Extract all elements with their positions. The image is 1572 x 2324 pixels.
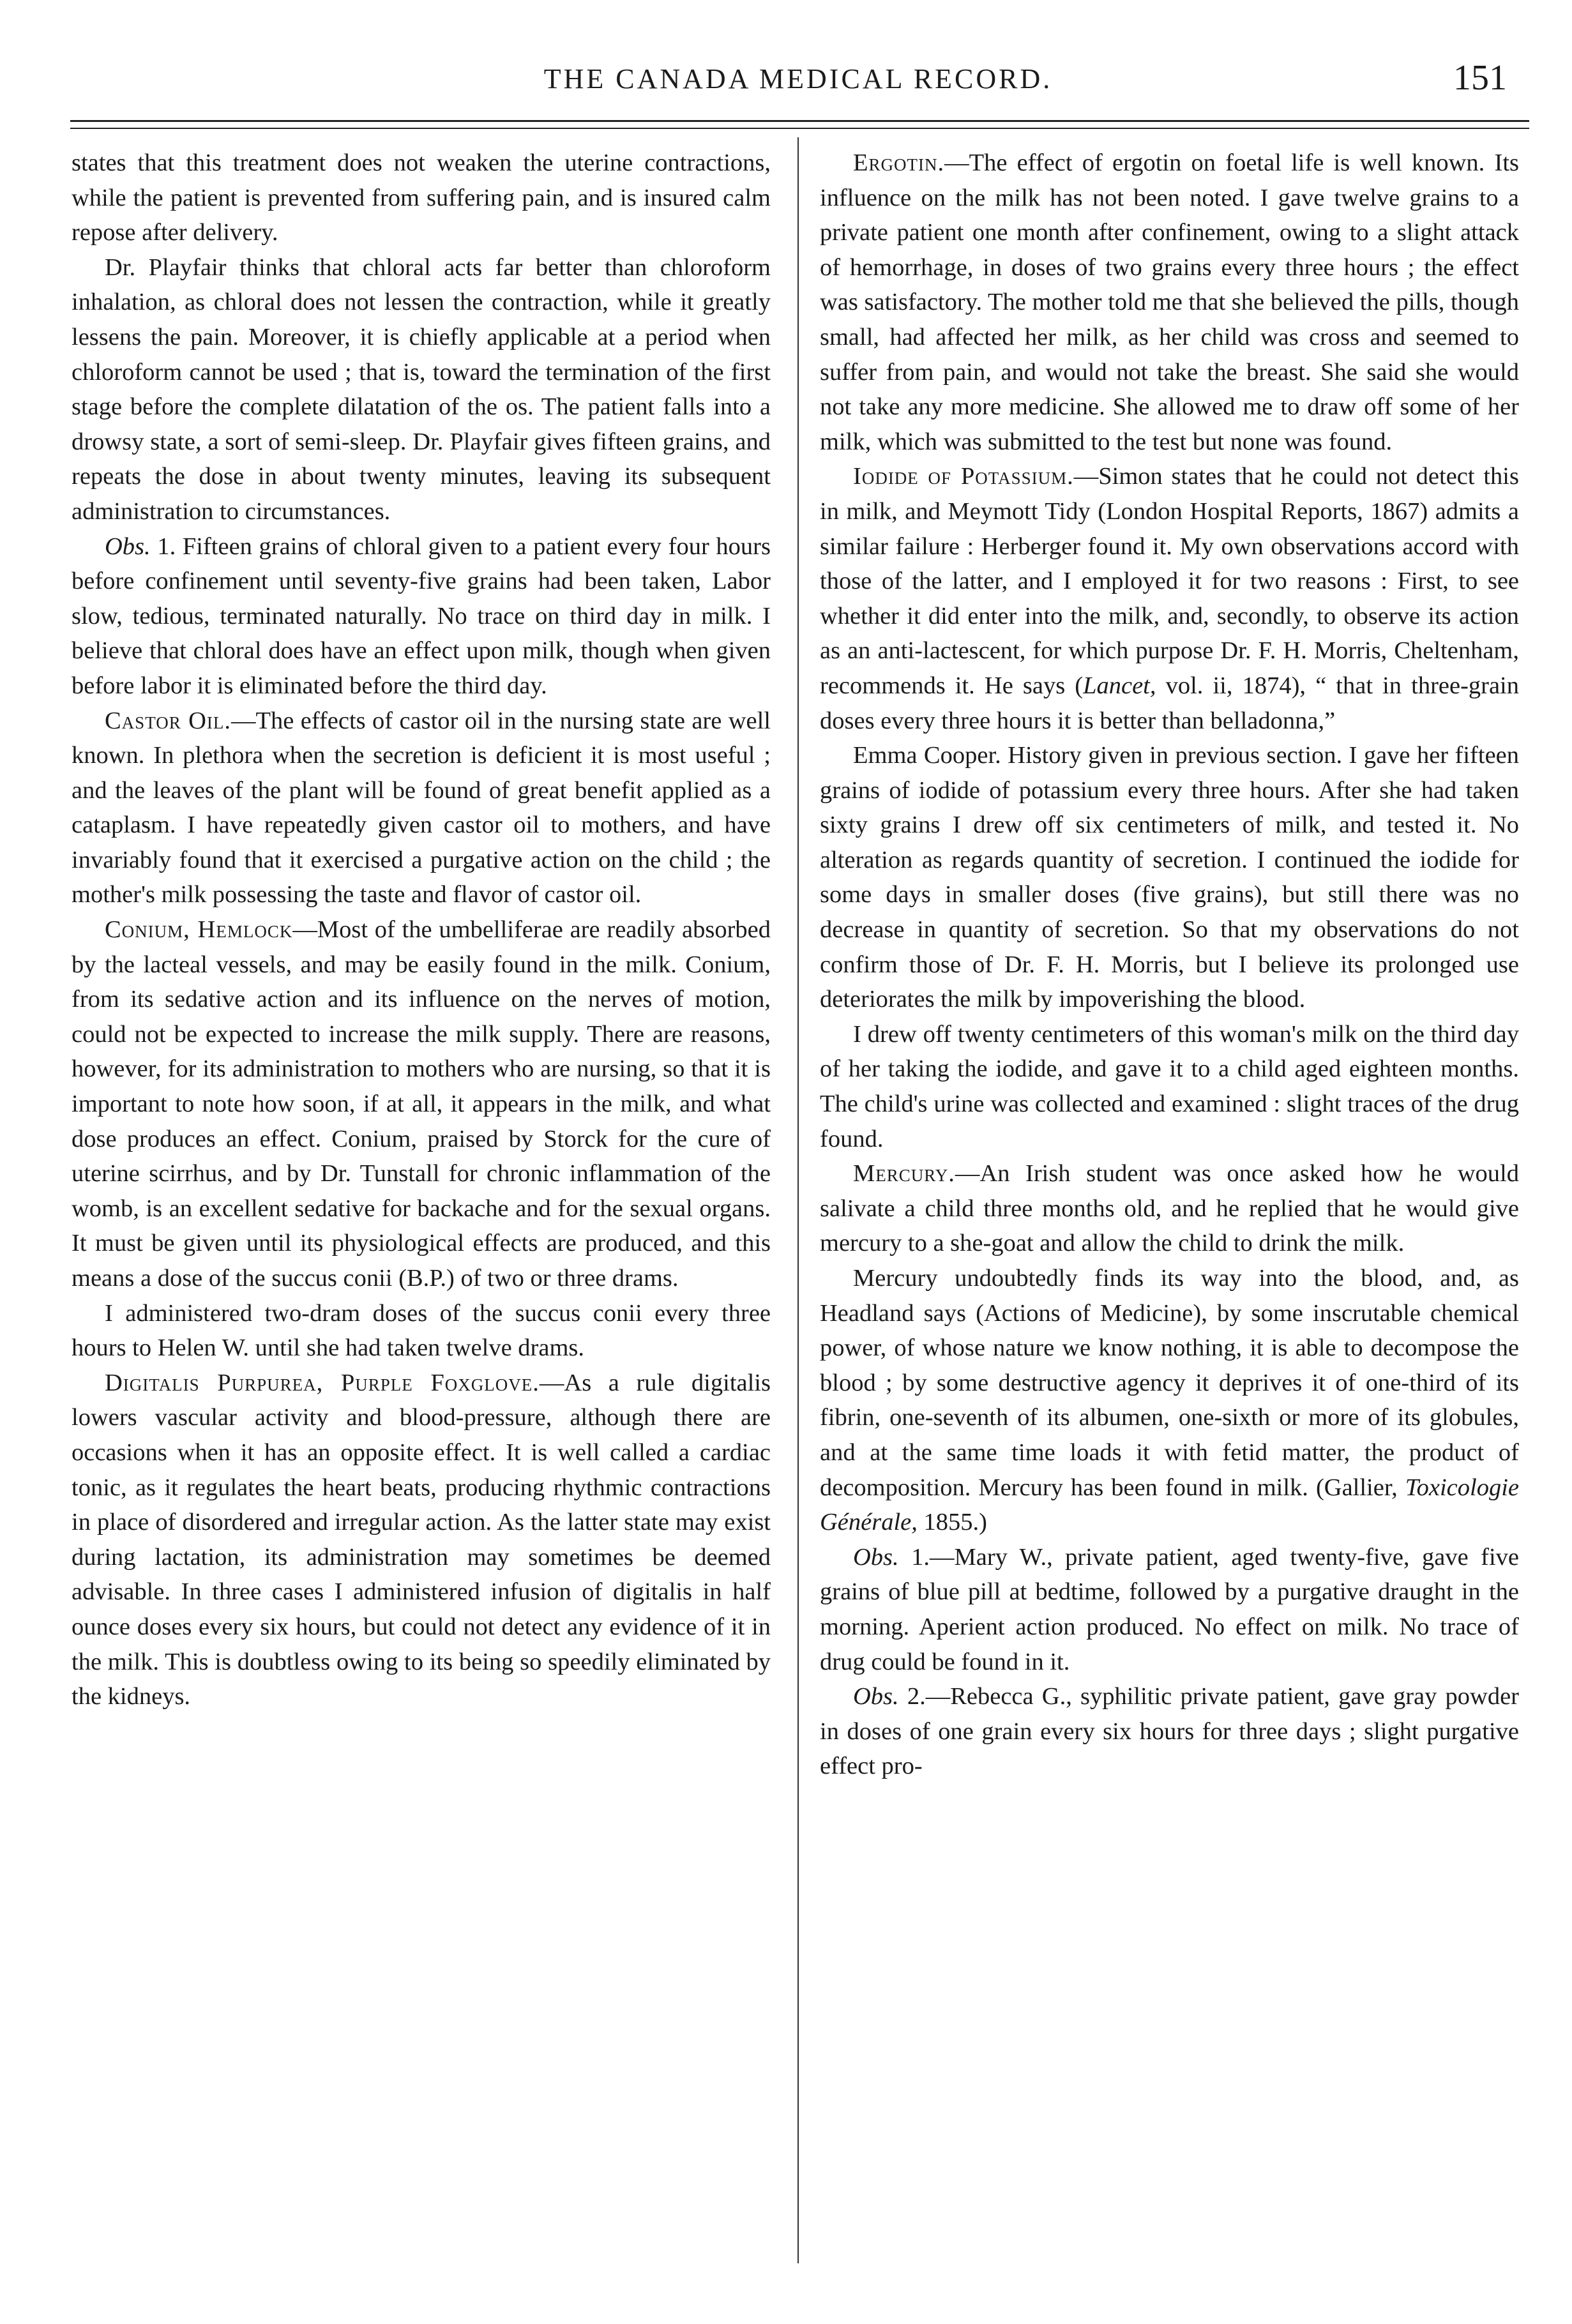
observation-paragraph (820, 1679, 1519, 1784)
page-number: 151 (1453, 58, 1507, 98)
paragraph (72, 146, 771, 250)
section-paragraph (72, 1366, 771, 1714)
observation-label: Obs. (853, 1683, 899, 1710)
paragraph-text: Dr. Playfair thinks that chloral acts far better than chloroform inhalation, as chloral does not lessen the contraction, while it greatly lessens the pain. Moreover, it is chiefly applicable at a period when chloroform cannot be used ; that is, toward the termination of the first stage before the complete dilatation of the os. The patient falls into a drowsy state, a sort of semi-sleep. Dr. Playfair gives fifteen grains, and repeats the dose in about twenty minutes, leaving its subsequent administration to circumstances. (72, 253, 771, 525)
paragraph-text: —Most of the umbelliferae are readily absorbed by the lacteal vessels, and may be easily found in the milk. Conium, from its sedative action and its influence on the nerves of motion, could not be expected to increase the milk supply. There are reasons, however, for its administration to mothers who are nursing, so that it is important to note how soon, if at all, it appears in the milk, and what dose produces an effect. Conium, praised by Storck for the cure of uterine scirrhus, and by Dr. Tunstall for chronic inflammation of the womb, is an excellent sedative for backache and for the sexual organs. It must be given until its physiological effects are produced, and this means a dose of the succus conii (B.P.) of two or three drams. (72, 916, 771, 1292)
paragraph-text: 1855.) (917, 1509, 987, 1536)
paragraph-text: —The effect of ergotin on foetal life is well known. Its influence on the milk has not been noted. I gave twelve grains to a private patient one month after confinement, owing to a slight attack of hemorrhage, in doses of two grains every three hours ; the effect was satisfactory. The mother told me that she believed the pills, though small, had affected her milk, as her child was cross and seemed to suffer from pain, and would not take the breast. She said she would not take any more medicine. She allowed me to draw off some of her milk, which was submitted to the test but none was found. (820, 149, 1519, 455)
section-heading: Conium, Hemlock (105, 916, 293, 944)
right-column (820, 146, 1519, 1784)
paragraph-text: Emma Cooper. History given in previous section. I gave her fifteen grains of iodide of potassium every three hours. After she had taken sixty grains I drew off six centimeters of milk, and tested it. No alteration as regards quantity of secretion. I continued the iodide for some days in smaller doses (five grains), but still there was no decrease in quantity of secretion. So that my observations do not confirm those of Dr. F. H. Morris, but I believe its prolonged use deteriorates the milk by impoverishing the blood. (820, 742, 1519, 1013)
paragraph-text: I administered two-dram doses of the succus conii every three hours to Helen W. until she had taken twelve drams. (72, 1299, 771, 1362)
section-heading: Ergotin. (853, 149, 945, 176)
section-paragraph (820, 1156, 1519, 1261)
section-heading: Mercury. (853, 1160, 955, 1188)
observation-label: Obs. (853, 1543, 899, 1571)
paragraph-text: states that this treatment does not weaken the uterine contractions, while the patient is prevented from suffering pain, and is insured calm repose after delivery. (72, 149, 771, 246)
paragraph-text: vol. ii, 1874), “ that in three-grain doses every three hours it is better than belladonna,” (820, 672, 1519, 734)
section-paragraph (820, 146, 1519, 459)
paragraph-text: Mercury undoubtedly finds its way into the blood, and, as Headland says (Actions of Medicine), by some inscrutable chemical power, of whose nature we know nothing, it is able to decompose the blood ; by some destructive agency it deprives it of one-third of its fibrin, one-seventh of its albumen, one-sixth or more of its globules, and at the same time loads it with fetid matter, the product of decomposition. Mercury has been found in milk. (Gallier, (820, 1265, 1519, 1501)
running-title: THE CANADA MEDICAL RECORD. (543, 63, 1053, 94)
citation-title: Toxicologie Générale, (820, 1474, 1519, 1536)
section-paragraph (72, 912, 771, 1296)
paragraph-text: —The effects of castor oil in the nursing state are well known. In plethora when the secretion is deficient it is most useful ; and the leaves of the plant will be found of great benefit applied as a cataplasm. I have repeatedly given castor oil to mothers, and have invariably found that it exercised a purgative action on the child ; the mother's milk possessing the taste and flavor of castor oil. (72, 707, 771, 909)
paragraph-text: —Simon states that he could not detect this in milk, and Meymott Tidy (London Hospital Reports, 1867) admits a similar failure : Herberger found it. My own observations accord with those of the latter, and I employed it for two reasons : First, to see whether it did enter into the milk, and, secondly, to observe its action as an anti-lactescent, for which purpose Dr. F. H. Morris, Cheltenham, recommends it. He says ( (820, 463, 1519, 699)
paragraph-text: I drew off twenty centimeters of this woman's milk on the third day of her taking the iodide, and gave it to a child aged eighteen months. The child's urine was collected and examined : slight traces of the drug found. (820, 1020, 1519, 1152)
paragraph (72, 250, 771, 529)
section-heading: Iodide of Potassium. (853, 463, 1074, 490)
page-header (70, 57, 1526, 109)
observation-paragraph (72, 529, 771, 704)
paragraph (820, 1261, 1519, 1540)
header-rule-bottom (70, 128, 1529, 129)
observation-paragraph (820, 1540, 1519, 1679)
header-rule-top (70, 120, 1529, 122)
paragraph-text: 1.—Mary W., private patient, aged twenty-five, gave five grains of blue pill at bedtime, followed by a purgative draught in the morning. Aperient action produced. No effect on milk. No trace of drug could be found in it. (820, 1543, 1519, 1675)
paragraph-text: 1. Fifteen grains of chloral given to a patient every four hours before confinement until seventy-five grains had been taken, Labor slow, tedious, terminated naturally. No trace on third day in milk. I believe that chloral does have an effect upon milk, though when given before labor it is eliminated before the third day. (72, 532, 771, 699)
observation-label: Obs. (105, 532, 151, 560)
paragraph (72, 1296, 771, 1366)
column-divider (797, 137, 799, 2263)
left-column (72, 146, 771, 1714)
paragraph-text: 2.—Rebecca G., syphilitic private patient, gave gray powder in doses of one grain every six hours for three days ; slight purgative effect pro- (820, 1683, 1519, 1780)
paragraph-text: —An Irish student was once asked how he would salivate a child three months old, and he replied that he would give mercury to a she-goat and allow the child to drink the milk. (820, 1160, 1519, 1257)
paragraph (820, 1017, 1519, 1156)
paragraph-text: —As a rule digitalis lowers vascular activity and blood-pressure, although there are occasions when it has an opposite effect. It is well called a cardiac tonic, as it regulates the heart beats, producing rhythmic contractions in place of disordered and irregular action. As the latter state may exist during lactation, its administration may sometimes be deemed advisable. In three cases I administered infusion of digitalis in half ounce doses every six hours, but could not detect any evidence of it in the milk. This is doubtless owing to its being so speedily eliminated by the kidneys. (72, 1369, 771, 1710)
section-heading: Castor Oil. (105, 707, 231, 734)
section-paragraph (72, 704, 771, 913)
citation-title: Lancet, (1083, 672, 1156, 699)
paragraph (820, 738, 1519, 1017)
section-paragraph (820, 459, 1519, 738)
section-heading: Digitalis Purpurea, Purple Foxglove. (105, 1369, 540, 1396)
